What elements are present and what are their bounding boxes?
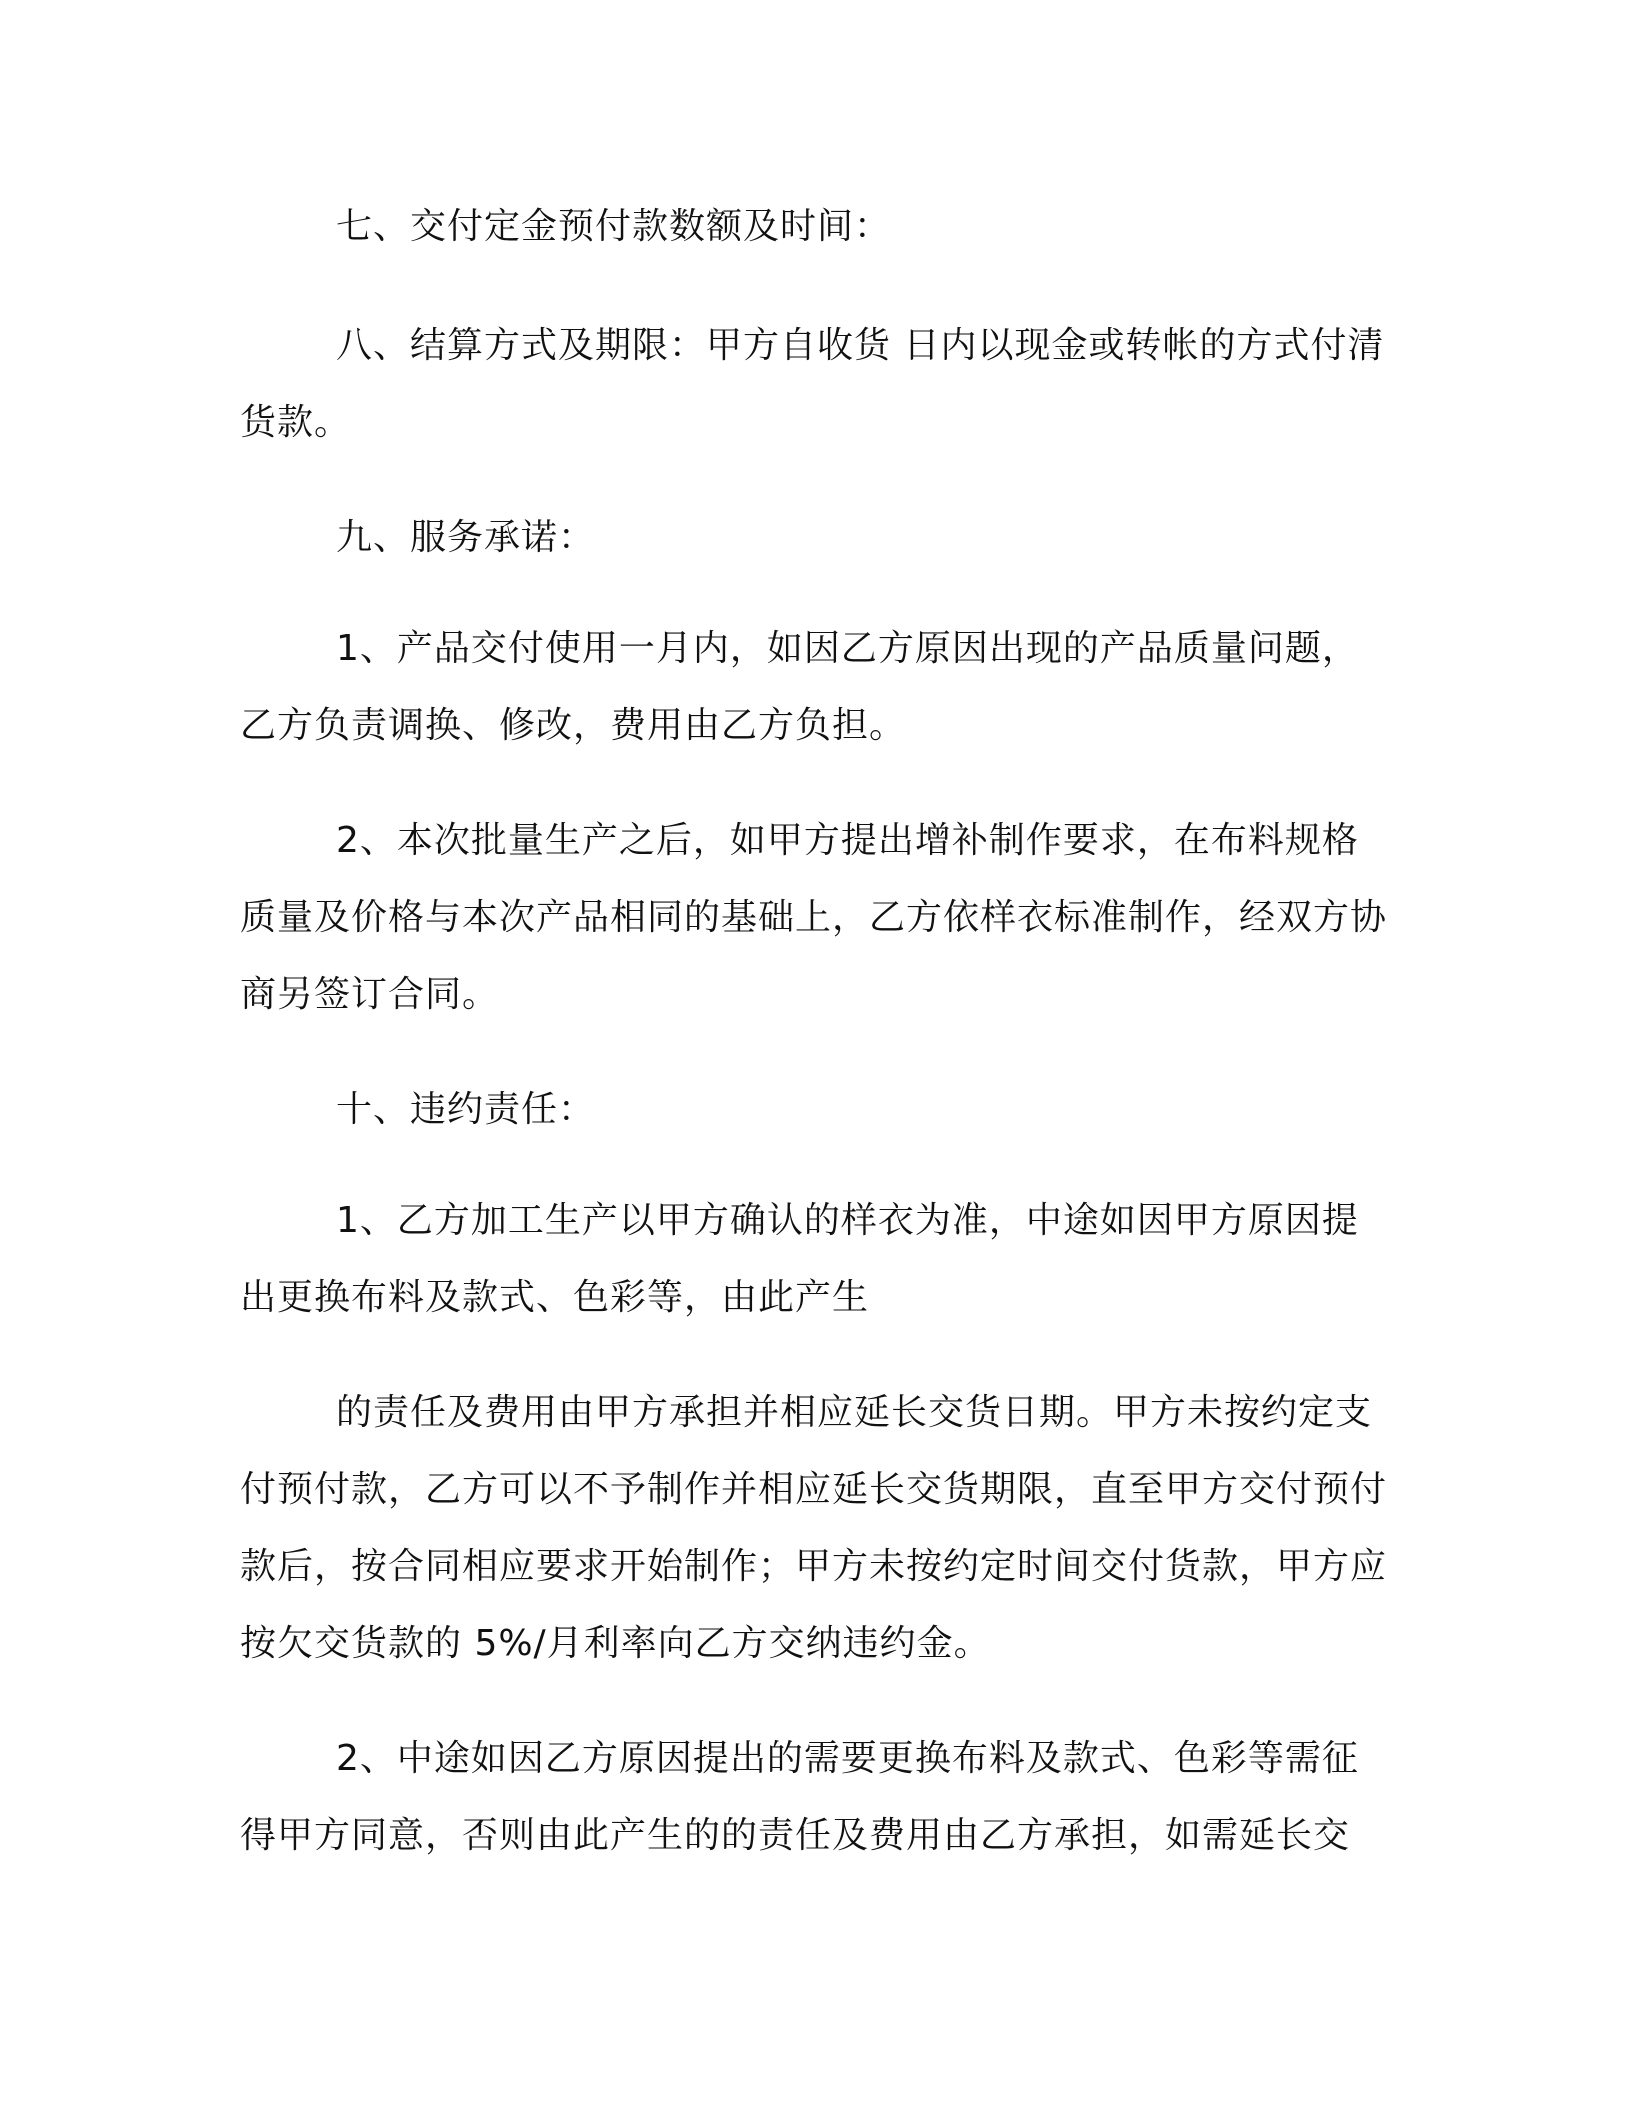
section-7-heading: 七、交付定金预付款数额及时间： [336,206,892,247]
section-10-heading: 十、违约责任： [336,1089,596,1130]
document-body [240,188,1390,1874]
section-8-settlement: 八、结算方式及期限：甲方自收货 日内以现金或转帐的方式付清货款。 [240,325,1385,443]
section-9-item-1: 1、产品交付使用一月内，如因乙方原因出现的产品质量问题，乙方负责调换、修改，费用由乙方负担。 [240,628,1359,746]
section-10-item-2: 2、中途如因乙方原因提出的需要更换布料及款式、色彩等需征得甲方同意，否则由此产生的的责任及费用由乙方承担，如需延长交 [240,1738,1359,1856]
section-9-item-2: 2、本次批量生产之后，如甲方提出增补制作要求，在布料规格质量及价格与本次产品相同的基础上，乙方依样衣标准制作，经双方协商另签订合同。 [240,820,1388,1015]
section-10-item-1: 1、乙方加工生产以甲方确认的样衣为准，中途如因甲方原因提出更换布料及款式、色彩等，由此产生 [240,1200,1359,1318]
section-10-item-1-continued: 的责任及费用由甲方承担并相应延长交货日期。甲方未按约定支付预付款，乙方可以不予制作并相应延长交货期限，直至甲方交付预付款后，按合同相应要求开始制作；甲方未按约定时间交付货款，甲方应按欠交货款的 5%/月利率向乙方交纳违约金。 [240,1392,1388,1664]
section-9-heading: 九、服务承诺： [336,517,596,558]
